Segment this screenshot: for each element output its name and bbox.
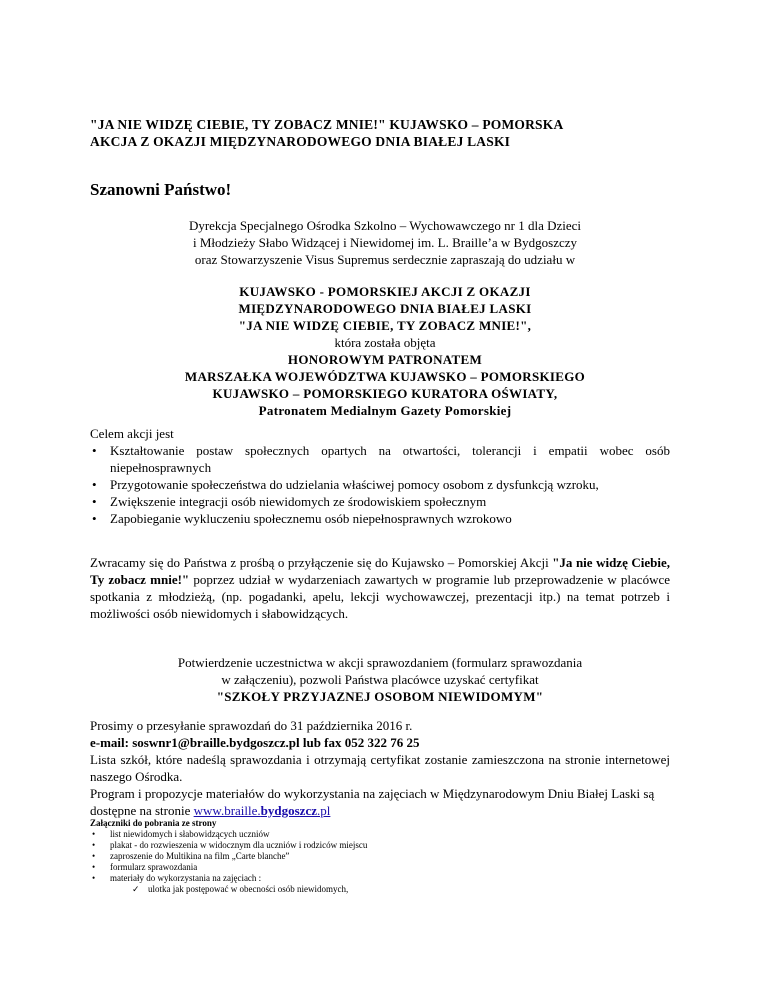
materials-paragraph [90, 785, 670, 819]
attachment-item: plakat - do rozwieszenia w widocznym dla uczniów i rodziców miejscu [110, 840, 368, 850]
goals-list [90, 442, 670, 527]
appeal-text: poprzez udział w wydarzeniach zawartych w programie lub przeprowadzenie w placówce spotkania z młodzieżą, (np. pogadanki, apelu, lekcji wychowawczej, prezentacji itp.) na temat potrzeb i możliwości osób niewidomych i słabowidzących. [90, 572, 670, 621]
link-part[interactable]: bydgoszcz [260, 803, 317, 818]
list-item [90, 476, 670, 493]
list-item [90, 873, 670, 884]
intro-line: Dyrekcja Specjalnego Ośrodka Szkolno – Wychowawczego nr 1 dla Dzieci [188, 218, 582, 233]
checkmark-icon: ✓ [132, 884, 140, 894]
sub-list-item [90, 884, 670, 895]
list-item [90, 510, 670, 527]
patron-marshal: MARSZAŁKA WOJEWÓDZTWA KUJAWSKO – POMORSKIEGO [184, 369, 586, 384]
email-fax-line[interactable]: e-mail: soswnr1@braille.bydgoszcz.pl lub fax 052 322 76 25 [90, 735, 420, 750]
goal-text: Zapobieganie wykluczeniu społecznemu osób niepełnosprawnych wzrokowo [110, 511, 512, 526]
bullet-icon: • [92, 511, 97, 526]
bullet-icon: • [92, 862, 96, 872]
attachment-item: formularz sprawozdania [110, 862, 198, 872]
attachment-subitem: ulotka jak postępować w obecności osób niewidomych, [148, 884, 349, 894]
bullet-icon: • [92, 443, 97, 458]
campaign-line: MIĘDZYNARODOWEGO DNIA BIAŁEJ LASKI [238, 301, 532, 316]
confirmation-block [90, 654, 670, 705]
goal-text: Przygotowanie społeczeństwa do udzielania właściwej pomocy osobom z dysfunkcją wzroku, [110, 477, 599, 492]
intro-line: oraz Stowarzyszenie Visus Supremus serdecznie zapraszają do udziału w [194, 252, 576, 267]
bullet-icon: • [92, 840, 96, 850]
patron-curator: KUJAWSKO – POMORSKIEGO KURATORA OŚWIATY, [212, 386, 558, 401]
media-patron: Patronatem Medialnym Gazety Pomorskiej [258, 403, 512, 418]
campaign-title: "JA NIE WIDZĘ CIEBIE, TY ZOBACZ MNIE!", [238, 318, 532, 333]
contact-block [90, 717, 670, 785]
list-item [90, 829, 670, 840]
campaign-line: KUJAWSKO - POMORSKIEJ AKCJI Z OKAZJI [239, 284, 531, 299]
campaign-block [60, 283, 710, 419]
list-note: Lista szkół, które nadeślą sprawozdania i otrzymają certyfikat zostanie zamieszczona na stronie internetowej naszego Ośrodka. [90, 752, 670, 784]
goals-lead: Celem akcji jest [90, 426, 174, 441]
bullet-icon: • [92, 829, 96, 839]
confirmation-line: w załączeniu), pozwoli Państwa placówce uzyskać certyfikat [221, 672, 539, 687]
goals-section [90, 425, 670, 527]
list-item [90, 851, 670, 862]
materials-text: Program i propozycje materiałów do wykorzystania na zajęciach w Międzynarodowym Dniu Białej Laski są dostępne na stronie [90, 786, 655, 818]
bullet-icon: • [92, 477, 97, 492]
goal-text: Kształtowanie postaw społecznych opartych na otwartości, tolerancji i empatii wobec osób niepełnosprawnych [110, 443, 670, 475]
website-link[interactable] [194, 803, 331, 818]
list-item [90, 442, 670, 476]
goal-text: Zwiększenie integracji osób niewidomych ze środowiskiem społecznym [110, 494, 487, 509]
campaign-line: która została objęta [334, 335, 436, 350]
greeting: Szanowni Państwo! [90, 180, 232, 199]
intro-paragraph [60, 217, 710, 268]
heading-line: "JA NIE WIDZĘ CIEBIE, TY ZOBACZ MNIE!" KUJAWSKO – POMORSKA [90, 117, 564, 132]
attachment-item: zaproszenie do Multikina na film „Carte blanche” [110, 851, 290, 861]
intro-line: i Młodzieży Słabo Widzącej i Niewidomej im. L. Braille’a w Bydgoszczy [192, 235, 578, 250]
patronage-title: HONOROWYM PATRONATEM [287, 352, 483, 367]
list-item [90, 862, 670, 873]
attachments-section [90, 818, 670, 895]
appeal-paragraph [90, 554, 670, 622]
attachment-item: list niewidomych i słabowidzących uczniów [110, 829, 270, 839]
campaign-name: "Ja nie widzę Ciebie, Ty zobacz mnie!" [90, 555, 670, 587]
link-part[interactable]: .pl [317, 803, 331, 818]
heading-line: AKCJA Z OKAZJI MIĘDZYNARODOWEGO DNIA BIAŁEJ LASKI [90, 134, 511, 149]
attachments-title: Załączniki do pobrania ze strony [90, 818, 217, 828]
deadline-text: Prosimy o przesyłanie sprawozdań do 31 października 2016 r. [90, 718, 413, 733]
link-part[interactable]: www.braille. [193, 803, 261, 818]
document-heading [90, 116, 690, 150]
bullet-icon: • [92, 851, 96, 861]
attachment-item: materiały do wykorzystania na zajęciach : [110, 873, 262, 883]
bullet-icon: • [92, 873, 96, 883]
appeal-text: Zwracamy się do Państwa z prośbą o przyłączenie się do Kujawsko – Pomorskiej Akcji [90, 555, 549, 570]
confirmation-line: Potwierdzenie uczestnictwa w akcji sprawozdaniem (formularz sprawozdania [177, 655, 583, 670]
list-item [90, 493, 670, 510]
bullet-icon: • [92, 494, 97, 509]
attachments-list [90, 829, 670, 895]
list-item [90, 840, 670, 851]
certificate-name: "SZKOŁY PRZYJAZNEJ OSOBOM NIEWIDOMYM" [216, 689, 544, 704]
